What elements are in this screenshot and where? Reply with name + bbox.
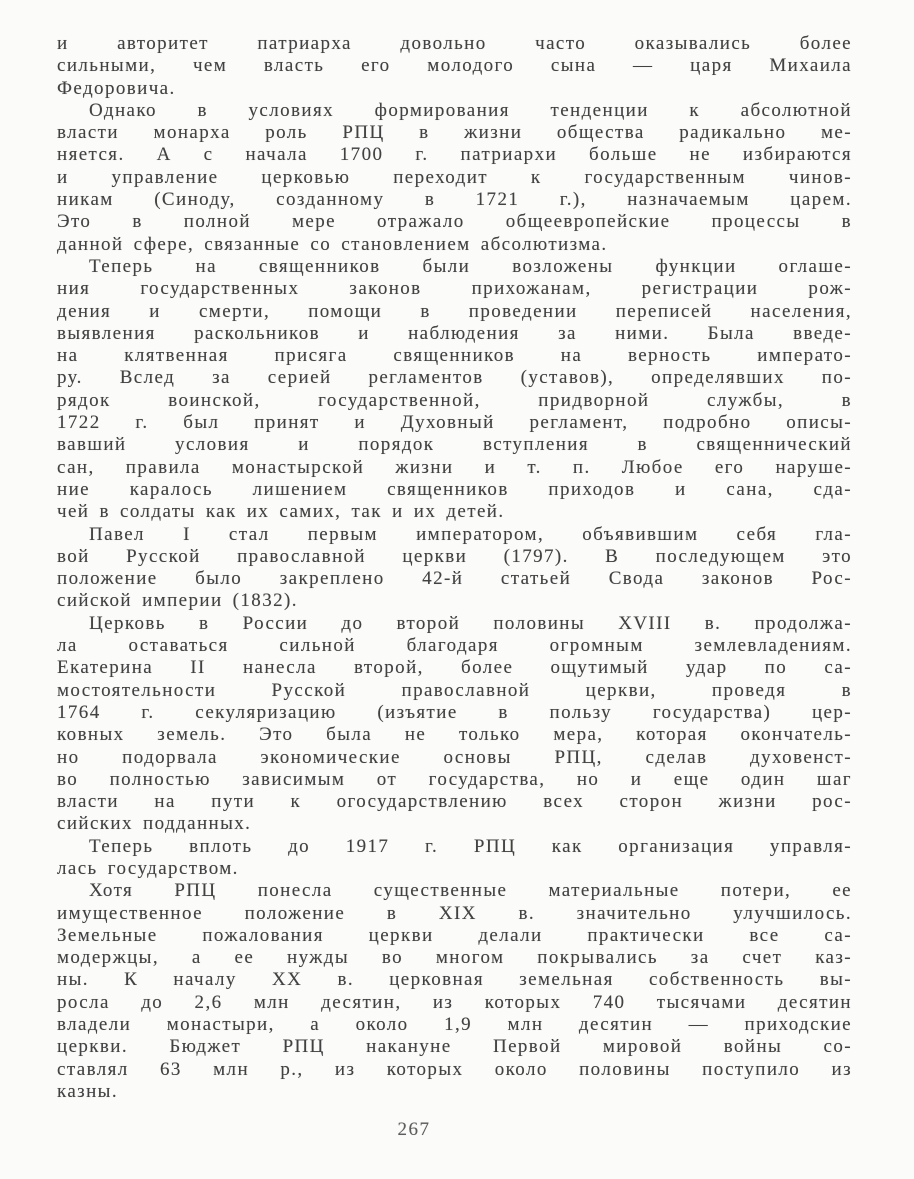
text-line: сильными, чем власть его молодого сына — царя Михаила — [57, 55, 852, 77]
text-line: мостоятельности Русской православной церкви, проведя в — [57, 679, 852, 701]
text-line: вавший условия и порядок вступления в священнический — [57, 434, 852, 456]
text-line: рядок воинской, государственной, придворной службы, в — [57, 389, 852, 411]
text-line: ние каралось лишением священников приходов и сана, сда- — [57, 478, 852, 500]
text-line: казны. — [57, 1080, 118, 1102]
text-line: и авторитет патриарха довольно часто оказывались более — [57, 33, 852, 54]
text-line: няется. А с начала 1700 г. патриархи больше не избираются — [57, 144, 852, 166]
paragraph — [57, 880, 852, 1103]
text-line: Это в полной мере отражало общеевропейские процессы в — [57, 211, 852, 233]
text-line: власти монарха роль РПЦ в жизни общества радикально ме- — [57, 122, 852, 144]
paragraph — [57, 100, 852, 256]
text-line: данной сфере, связанные со становлением абсолютизма. — [57, 233, 608, 255]
text-line: ру. Вслед за серией регламентов (уставов), определявших по- — [57, 367, 852, 389]
paragraph — [57, 256, 852, 524]
text-line: ставлял 63 млн р., из которых около половины поступило из — [57, 1058, 852, 1080]
text-line: Екатерина II нанесла второй, более ощутимый удар по са- — [57, 657, 852, 679]
text-line: и управление церковью переходит к государственным чинов- — [57, 166, 852, 188]
page-number: 267 — [397, 1119, 431, 1140]
text-line: Федоровича. — [57, 77, 176, 99]
paragraph — [57, 33, 852, 100]
text-line: 1722 г. был принят и Духовный регламент, подробно описы- — [57, 412, 852, 434]
paragraph — [57, 836, 852, 881]
text-line: лась государством. — [57, 857, 239, 879]
text-line: Теперь на священников были возложены функции оглаше- — [89, 255, 852, 277]
text-line: ния государственных законов прихожанам, регистрации рож- — [57, 278, 852, 300]
text-line: имущественное положение в XIX в. значительно улучшилось. — [57, 902, 852, 924]
text-line: но подорвала экономические основы РПЦ, сделав духовенст- — [57, 746, 852, 768]
text-line: власти на пути к огосударствлению всех сторон жизни рос- — [57, 791, 852, 813]
text-line: Павел I стал первым императором, объявившим себя гла- — [89, 523, 852, 545]
text-line: модержцы, а ее нужды во многом покрывались за счет каз- — [57, 947, 852, 969]
text-line: сийских подданных. — [57, 813, 252, 835]
text-line: на клятвенная присяга священников на верность императо- — [57, 345, 852, 367]
paragraph — [57, 613, 852, 836]
text-line: владели монастыри, а около 1,9 млн десятин — приходские — [57, 1014, 852, 1036]
text-line: вой Русской православной церкви (1797). В последующем это — [57, 545, 852, 567]
text-line: ны. К началу XX в. церковная земельная собственность вы- — [57, 969, 852, 991]
text-line: 1764 г. секуляризацию (изъятие в пользу государства) цер- — [57, 701, 852, 723]
text-line: во полностью зависимым от государства, но и еще один шаг — [57, 768, 852, 790]
text-line: никам (Синоду, созданному в 1721 г.), назначаемым царем. — [57, 189, 852, 211]
text-line: дения и смерти, помощи в проведении переписей населения, — [57, 300, 852, 322]
text-line: Церковь в России до второй половины XVIII в. продолжа- — [89, 612, 852, 634]
text-line: Теперь вплоть до 1917 г. РПЦ как организация управля- — [89, 835, 852, 857]
text-line: ковных земель. Это была не только мера, которая окончатель- — [57, 724, 852, 746]
text-line: выявления раскольников и наблюдения за ними. Была введе- — [57, 322, 852, 344]
text-line: ла оставаться сильной благодаря огромным землевладениям. — [57, 635, 852, 657]
paragraph — [57, 524, 852, 613]
text-line: сийской империи (1832). — [57, 590, 298, 612]
text-line: Земельные пожалования церкви делали практически все са- — [57, 924, 852, 946]
page-text — [57, 33, 852, 1103]
text-line: церкви. Бюджет РПЦ накануне Первой мировой войны со- — [57, 1036, 852, 1058]
text-line: Однако в условиях формирования тенденции к абсолютной — [89, 99, 852, 121]
text-line: чей в солдаты как их самих, так и их детей. — [57, 501, 505, 523]
text-line: положение было закреплено 42-й статьей Свода законов Рос- — [57, 568, 852, 590]
text-line: Хотя РПЦ понесла существенные материальные потери, ее — [89, 880, 852, 902]
text-line: сан, правила монастырской жизни и т. п. Любое его наруше- — [57, 456, 852, 478]
text-line: росла до 2,6 млн десятин, из которых 740 тысячами десятин — [57, 991, 852, 1013]
